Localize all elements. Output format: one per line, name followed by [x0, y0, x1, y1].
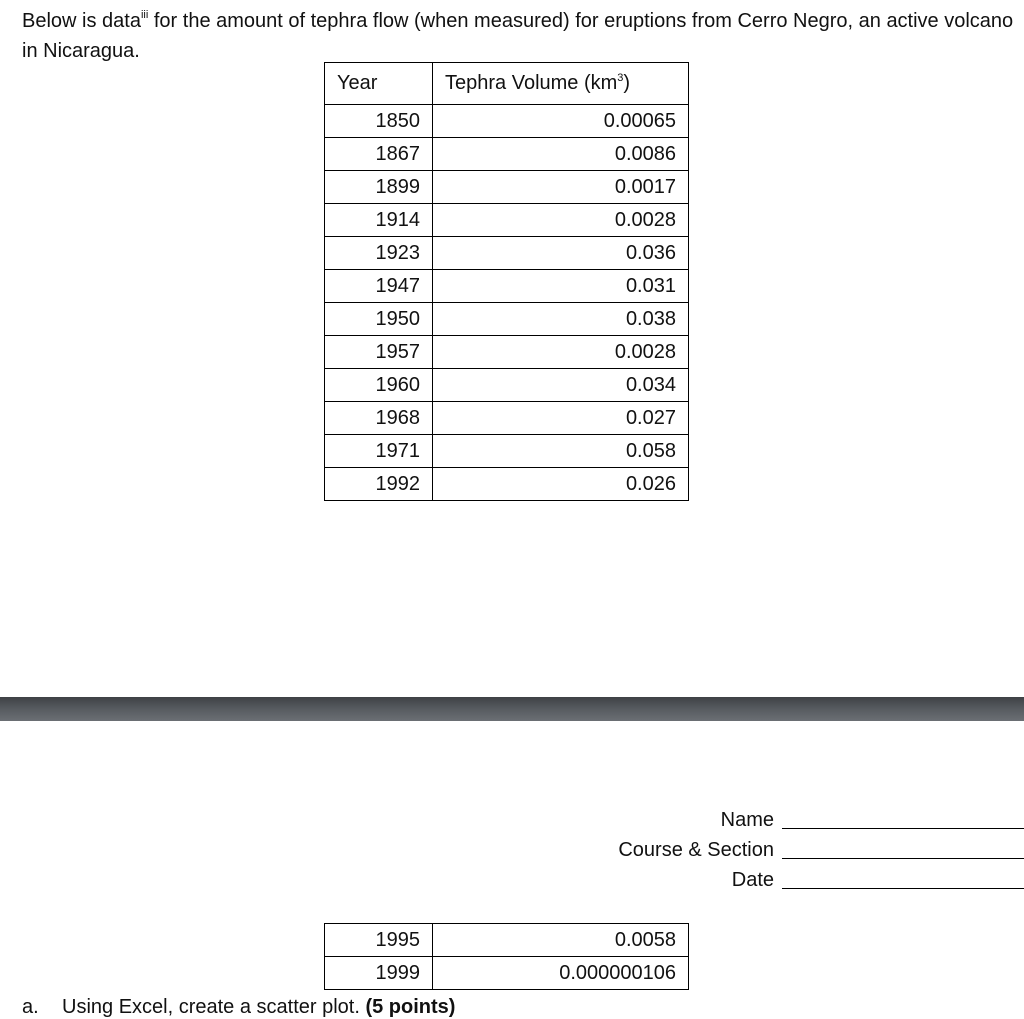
- year-cell: 1923: [325, 237, 433, 270]
- date-label: Date: [731, 869, 774, 891]
- question-points: (5 points): [365, 996, 456, 1018]
- volume-cell: 0.0086: [433, 138, 689, 171]
- table-row: [325, 369, 689, 402]
- year-cell: 1971: [325, 435, 433, 468]
- tephra-table: [324, 62, 689, 501]
- volume-cell: 0.031: [433, 270, 689, 303]
- question-text: Using Excel, create a scatter plot.: [62, 996, 366, 1018]
- tephra-table-continued-body: [325, 924, 689, 990]
- year-cell: 1947: [325, 270, 433, 303]
- year-cell: 1950: [325, 303, 433, 336]
- volume-cell: 0.027: [433, 402, 689, 435]
- volume-cell: 0.036: [433, 237, 689, 270]
- table-row: [325, 105, 689, 138]
- course-row: [584, 832, 1024, 862]
- table-row: [325, 171, 689, 204]
- date-blank-line[interactable]: [782, 866, 1024, 889]
- year-cell: 1867: [325, 138, 433, 171]
- year-cell: 1999: [325, 957, 433, 990]
- year-cell: 1968: [325, 402, 433, 435]
- year-cell: 1960: [325, 369, 433, 402]
- year-cell: 1995: [325, 924, 433, 957]
- table-row: [325, 237, 689, 270]
- intro-text-end: for the amount of tephra flow (when measured) for eruptions from Cerro Negro, an active volcano in Nicaragua.: [22, 10, 1014, 62]
- year-cell: 1914: [325, 204, 433, 237]
- course-label: Course & Section: [618, 839, 774, 861]
- volume-cell: 0.034: [433, 369, 689, 402]
- volume-cell: 0.00065: [433, 105, 689, 138]
- volume-cell: 0.058: [433, 435, 689, 468]
- volume-cell: 0.0028: [433, 204, 689, 237]
- table-row: [325, 204, 689, 237]
- volume-cell: 0.0017: [433, 171, 689, 204]
- question-a: [22, 996, 455, 1019]
- table-row: [325, 468, 689, 501]
- volume-column-header: Tephra Volume $(km^3)$: [433, 63, 689, 105]
- volume-cell: 0.0058: [433, 924, 689, 957]
- year-cell: 1850: [325, 105, 433, 138]
- table-row: [325, 924, 689, 957]
- table-row: [325, 303, 689, 336]
- table-row: [325, 138, 689, 171]
- table-header-row: [325, 63, 689, 105]
- name-label: Name: [720, 809, 774, 831]
- volume-cell: 0.0028: [433, 336, 689, 369]
- year-cell: 1957: [325, 336, 433, 369]
- tephra-table-continued: [324, 923, 689, 990]
- year-cell: 1992: [325, 468, 433, 501]
- date-row: [584, 862, 1024, 892]
- intro-paragraph: [22, 6, 1022, 66]
- table-row: [325, 957, 689, 990]
- table-row: [325, 270, 689, 303]
- name-blank-line[interactable]: [782, 806, 1024, 829]
- question-marker: a.: [22, 996, 39, 1018]
- page-break-bar: [0, 697, 1024, 721]
- course-blank-line[interactable]: [782, 836, 1024, 859]
- table-row: [325, 435, 689, 468]
- year-column-header: Year: [325, 63, 433, 105]
- volume-cell: 0.026: [433, 468, 689, 501]
- year-cell: 1899: [325, 171, 433, 204]
- table-row: [325, 402, 689, 435]
- signature-block: [584, 802, 1024, 892]
- volume-cell: 0.038: [433, 303, 689, 336]
- footnote-mark[interactable]: iii: [140, 9, 149, 21]
- volume-cell: 0.000000106: [433, 957, 689, 990]
- table-row: [325, 336, 689, 369]
- name-row: [584, 802, 1024, 832]
- intro-text-start: Below is data: [22, 10, 141, 32]
- tephra-table-body: [325, 105, 689, 501]
